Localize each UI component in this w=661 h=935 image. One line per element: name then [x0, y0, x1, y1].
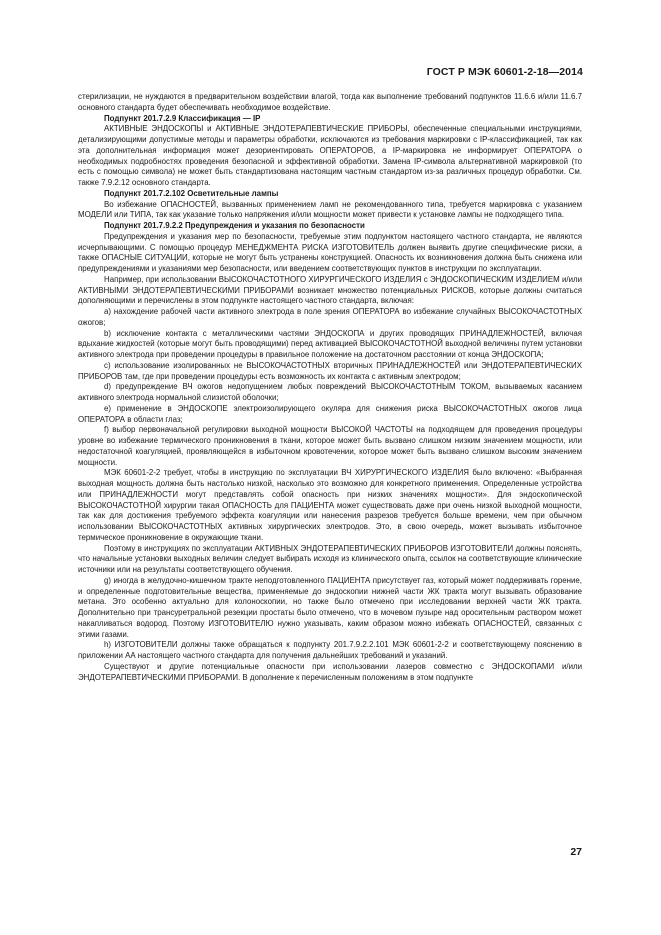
section-heading: Подпункт 201.7.2.9 Классификация — IP — [104, 113, 261, 123]
paragraph: f) выбор первоначальной регулировки выходной мощности ВЫСОКОЙ ЧАСТОТЫ на подходящем для проведения процедуры уровне во избежание термического проникновения в ткани, которое может быть вызвано слишком низким значением мощности, или недостаточной коагуляцией, проявляющейся в избыточном кровотечении, которое может быть вызвано слишком высоким значением мощности. — [78, 425, 582, 467]
paragraph: Предупреждения и указания мер по безопасности, требуемые этим подпунктом настоящего частного стандарта, не являются исчерпывающими. С помощью процедур МЕНЕДЖМЕНТА РИСКА ИЗГОТОВИТЕЛЬ должен выявить другие специфические риски, а также ОПАСНЫЕ СИТУАЦИИ, которые не могут быть устранены конструкцией. Опасность их возникновения должна быть снижена или предупреждениями и указаниями мер безопасности, или введением соответствующих пунктов в инструкции по эксплуатации. — [78, 231, 582, 273]
paragraph: b) исключение контакта с металлическими частями ЭНДОСКОПА и других проводящих ПРИНАДЛЕЖНОСТЕЙ, включая вдыхание жидкостей (которые могут быть проводящими) перед активацией ВЫСОКОЧАСТОТНОЙ выходной величины путем установки активного электрода при проведении процедуры в правильное положение на достаточном расстоянии от конца ЭНДОСКОПА; — [78, 328, 582, 359]
paragraph: Например, при использовании ВЫСОКОЧАСТОТНОГО ХИРУРГИЧЕСКОГО ИЗДЕЛИЯ с ЭНДОСКОПИЧЕСКИМ ИЗДЕЛИЕМ и/или АКТИВНЫМИ ЭНДОТЕРАПЕВТИЧЕСКИМИ ПРИБОРАМИ возникает множество потенциальных РИСКОВ, которые должны считаться дополняющими и перечислены в этом подпункте настоящего частного стандарта, включая: — [78, 274, 582, 306]
paragraph: c) использование изолированных не ВЫСОКОЧАСТОТНЫХ вторичных ПРИНАДЛЕЖНОСТЕЙ или ЭНДОТЕРАПЕВТИЧЕСКИХ ПРИБОРОВ там, где при проведении процедуры есть возможность их контакта с активным электродом; — [78, 360, 582, 381]
paragraph: a) нахождение рабочей части активного электрода в поле зрения ОПЕРАТОРА во избежание случайных ВЫСОКОЧАСТОТНЫХ ожогов; — [78, 307, 582, 327]
paragraph: Во избежание ОПАСНОСТЕЙ, вызванных применением ламп не рекомендованного типа, требуется маркировка с указанием МОДЕЛИ или ТИПА, так как указание только напряжения и/или мощности может привести к установке лампы не подходящего типа. — [78, 199, 582, 220]
standard-header: ГОСТ Р МЭК 60601-2-18—2014 — [426, 66, 583, 78]
paragraph: h) ИЗГОТОВИТЕЛИ должны также обращаться к подпункту 201.7.9.2.2.101 МЭК 60601-2-2 и соответствующему пояснению в приложении АА настоящего частного стандарта для получения дальнейших требований и указаний. — [78, 640, 582, 660]
paragraph: стерилизации, не нуждаются в предварительном воздействии влагой, тогда как выполнение требований подпунктов 11.6.6 и/или 11.6.7 основного стандарта будет обеспечивать необходимое воздействие. — [78, 92, 582, 112]
page-number: 27 — [570, 846, 582, 858]
paragraph: Поэтому в инструкциях по эксплуатации АКТИВНЫХ ЭНДОТЕРАПЕВТИЧЕСКИХ ПРИБОРОВ ИЗГОТОВИТЕЛИ должны пояснять, что начальные установки выходных величин следует выбирать исходя из клинического опыта, ссылок на соответствующие клинические источники или на результаты соответствующего обучения. — [78, 543, 582, 574]
section-heading: Подпункт 201.7.9.2.2 Предупреждения и указания по безопасности — [104, 221, 365, 230]
paragraph: e) применение в ЭНДОСКОПЕ электроизолирующего окуляра для снижения риска ВЫСОКОЧАСТОТНЫХ ожогов лица ОПЕРАТОРА в области глаз; — [78, 403, 582, 424]
paragraph: АКТИВНЫЕ ЭНДОСКОПЫ и АКТИВНЫЕ ЭНДОТЕРАПЕВТИЧЕСКИЕ ПРИБОРЫ, обеспеченные специальными инструкциями, детализирующими допустимые методы и параметры обработки, исключаются из требования маркировки с IP-классификацией, так как эта дополнительная информация может дезориентировать ОПЕРАТОРОВ, а IP-маркировка не информирует ОПЕРАТОРА о необходимых подробностях проведения безопасной и эффективной обработки. Замена IP-символа альтернативной маркировкой (то есть с помощью символа) не может быть стандартизована настоящим частным стандартом из-за различных процедур обработки. См. также 7.9.2.12 основного стандарта. — [78, 124, 582, 187]
paragraph: МЭК 60601-2-2 требует, чтобы в инструкцию по эксплуатации ВЧ ХИРУРГИЧЕСКОГО ИЗДЕЛИЯ было включено: «Выбранная выходная мощность должна быть настолько низкой, насколько это возможно для конкретного применения. Определенные устройства или ПРИНАДЛЕЖНОСТИ могут представлять собой опасность при низких значениях мощности». Для эндоскопической ВЫСОКОЧАСТОТНОЙ хирургии такая ОПАСНОСТЬ для ПАЦИЕНТА может существовать даже при очень низкой выходной мощности, так как для достижения требуемого эффекта коагуляции или нанесения разрезов требуется больше времени, чем при обычном использовании ВЫСОКОЧАСТОТНЫХ активных хирургических электродов. Это, в свою очередь, может вызывать избыточное термическое проникновение в окружающие ткани. — [78, 468, 582, 542]
paragraph: d) предупреждение ВЧ ожогов недопущением любых повреждений ВЫСОКОЧАСТОТНЫМ ТОКОМ, вызываемых касанием активного электрода нормальной слизистой оболочки; — [78, 382, 582, 402]
document-body — [78, 92, 582, 683]
paragraph: Существуют и другие потенциальные опасности при использовании лазеров совместно с ЭНДОСКОПАМИ и/или ЭНДОТЕРАПЕВТИЧЕСКИМИ ПРИБОРАМИ. В дополнение к перечисленным положениям в этом подпункте — [78, 661, 582, 682]
paragraph: g) иногда в желудочно-кишечном тракте неподготовленного ПАЦИЕНТА присутствует газ, который может поддерживать горение, и определенные подготовительные вещества, применяемые до эндоскопии нижней части ЖК тракта могут вызывать образование метана. Это особенно актуально для колоноскопии, но также было отмечено при исследовании верхней части ЖК тракта. Дополнительно при трансуретральной резекции простаты было отмечено, что в мочевом пузыре над оросительным раствором может накапливаться водород. Поэтому ИЗГОТОВИТЕЛЮ нужно указывать, каким образом можно избежать ОПАСНОСТЕЙ, связанных с этими газами. — [78, 575, 582, 639]
section-heading: Подпункт 201.7.2.102 Осветительные лампы — [104, 188, 279, 198]
